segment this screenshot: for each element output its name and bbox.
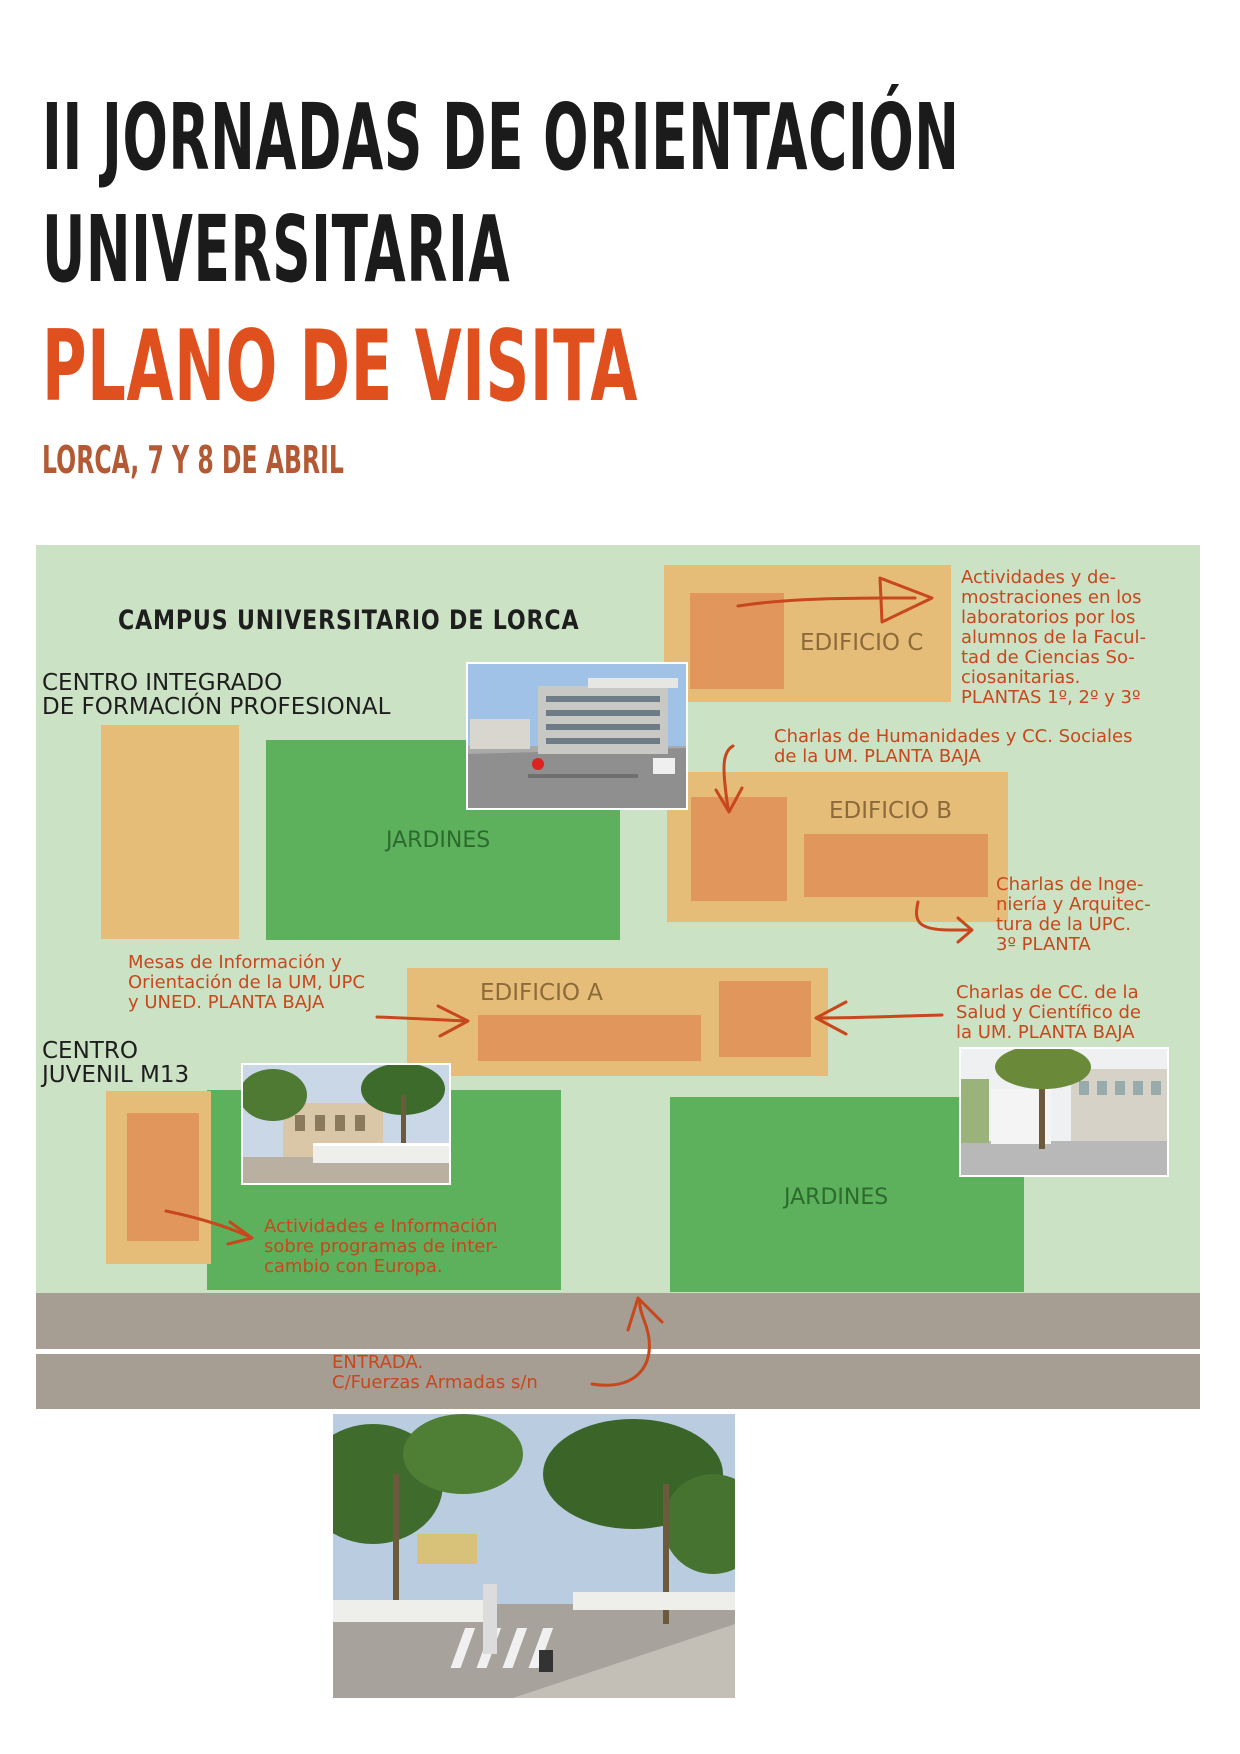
headline-line-1: II JORNADAS DE ORIENTACIÓN [42,84,960,191]
note-line: Salud y Científico de [956,1002,1141,1023]
juvenil-label-line2: JUVENIL M13 [42,1062,190,1088]
note-line: ENTRADA. [332,1352,424,1373]
note-line: sobre programas de inter- [264,1236,499,1257]
note-line: la UM. PLANTA BAJA [956,1022,1135,1043]
note-line: ciosanitarias. [961,667,1081,688]
note-line: alumnos de la Facul- [961,627,1147,648]
cifp-label-line2: DE FORMACIÓN PROFESIONAL [42,694,391,720]
note-line: de la UM. PLANTA BAJA [774,746,981,767]
arrow-edificio-b-down [724,746,733,808]
note-line: Mesas de Información y [128,952,342,973]
map-title: CAMPUS UNIVERSITARIO DE LORCA [118,605,580,636]
arrow-edificio-a-left [377,1017,466,1021]
note-line: mostraciones en los [961,587,1142,608]
note-line: Charlas de Humanidades y CC. Sociales [774,726,1133,747]
note-line: 3º PLANTA [996,934,1091,955]
note-line: C/Fuerzas Armadas s/n [332,1372,538,1393]
arrow-juvenil [166,1211,248,1236]
note-line: laboratorios por los [961,607,1136,628]
arrow-edificio-b-right [917,902,970,930]
edificio-b-label: EDIFICIO B [829,798,953,824]
note-line: y UNED. PLANTA BAJA [128,992,325,1013]
subtitle: PLANO DE VISITA [42,310,639,424]
note-line: cambio con Europa. [264,1256,443,1277]
note-line: niería y Arquitec- [996,894,1151,915]
garden-top-label: JARDINES [386,828,491,853]
arrow-edificio-c-head [880,578,932,622]
note-line: Orientación de la UM, UPC [128,972,365,993]
cifp-label-line1: CENTRO INTEGRADO [42,670,283,696]
edificio-a-label: EDIFICIO A [480,980,604,1006]
note-line: tura de la UPC. [996,914,1131,935]
note-line: PLANTAS 1º, 2º y 3º [961,687,1141,708]
note-line: Actividades y de- [961,567,1117,588]
garden-bottom-label: JARDINES [784,1185,889,1210]
note-line: Actividades e Información [264,1216,498,1237]
arrow-edificio-a-right [820,1015,942,1018]
juvenil-label-line1: CENTRO [42,1038,138,1064]
note-line: Charlas de Inge- [996,874,1144,895]
note-line: tad de Ciencias So- [961,647,1135,668]
arrow-edificio-c [738,598,915,606]
arrow-entrance [592,1300,649,1385]
edificio-c-label: EDIFICIO C [800,630,924,656]
headline-line-2: UNIVERSITARIA [42,196,511,303]
note-line: Charlas de CC. de la [956,982,1139,1003]
place-date: LORCA, 7 Y 8 DE ABRIL [42,438,344,482]
